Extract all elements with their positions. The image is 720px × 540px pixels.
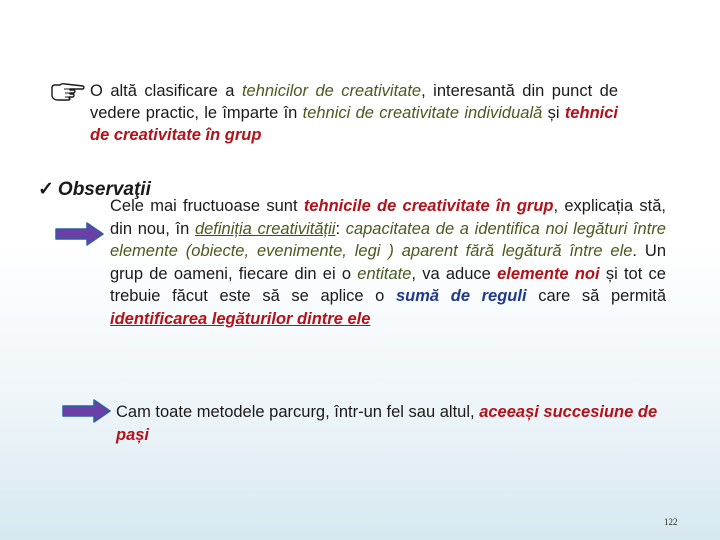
intro-text: , interesantă din punct de vedere practic, le împarte în bbox=[90, 82, 619, 122]
obs-text: : bbox=[335, 219, 346, 238]
observation-paragraph bbox=[110, 195, 666, 330]
term-group-techniques: tehnici de creativitate în grup bbox=[90, 104, 618, 144]
intro-text: O altă clasificare a bbox=[90, 82, 242, 100]
term-new-elements: elemente noi bbox=[497, 264, 600, 283]
obs-text: care să permită bbox=[526, 287, 667, 305]
right-arrow-icon bbox=[62, 399, 112, 423]
checkmark-icon: ✓ bbox=[38, 179, 54, 200]
page-number: 122 bbox=[664, 517, 678, 527]
methods-paragraph bbox=[116, 401, 682, 446]
obs-text: și tot ce trebuie făcut este să se aplice o bbox=[110, 264, 666, 305]
term-individual-techniques: tehnici de creativitate individuală bbox=[302, 104, 543, 122]
right-arrow-icon bbox=[55, 222, 105, 246]
pointing-hand-icon bbox=[50, 82, 86, 102]
term-same-succession: aceeași succesiune de pași bbox=[116, 403, 658, 444]
term-identify-links: identificarea legăturilor dintre ele bbox=[110, 309, 371, 328]
obs-text: Cele mai fructuoase sunt bbox=[110, 197, 304, 215]
term-group-techniques: tehnicile de creativitate în grup bbox=[303, 197, 554, 215]
obs-text: , explicația stă, din nou, în bbox=[110, 197, 667, 238]
definition-text: capacitatea de a identifica noi legături între elemente (obiecte, evenimente, legi ) aparent fără legătură între ele bbox=[110, 219, 666, 260]
term-creativity-definition: definiția creativității bbox=[194, 219, 336, 238]
obs-text: . Un grup de oameni, fiecare din ei o bbox=[110, 242, 667, 283]
intro-paragraph bbox=[90, 80, 618, 146]
term-sum-of-rules: sumă de reguli bbox=[396, 287, 527, 305]
obs-text: , va aduce bbox=[411, 264, 498, 283]
intro-text: și bbox=[542, 104, 565, 122]
methods-text: Cam toate metodele parcurg, într-un fel sau altul, bbox=[116, 403, 480, 421]
observations-label: Observaţii bbox=[57, 179, 151, 200]
term-creativity-techniques: tehnicilor de creativitate bbox=[241, 82, 422, 100]
term-entity: entitate bbox=[357, 264, 412, 283]
